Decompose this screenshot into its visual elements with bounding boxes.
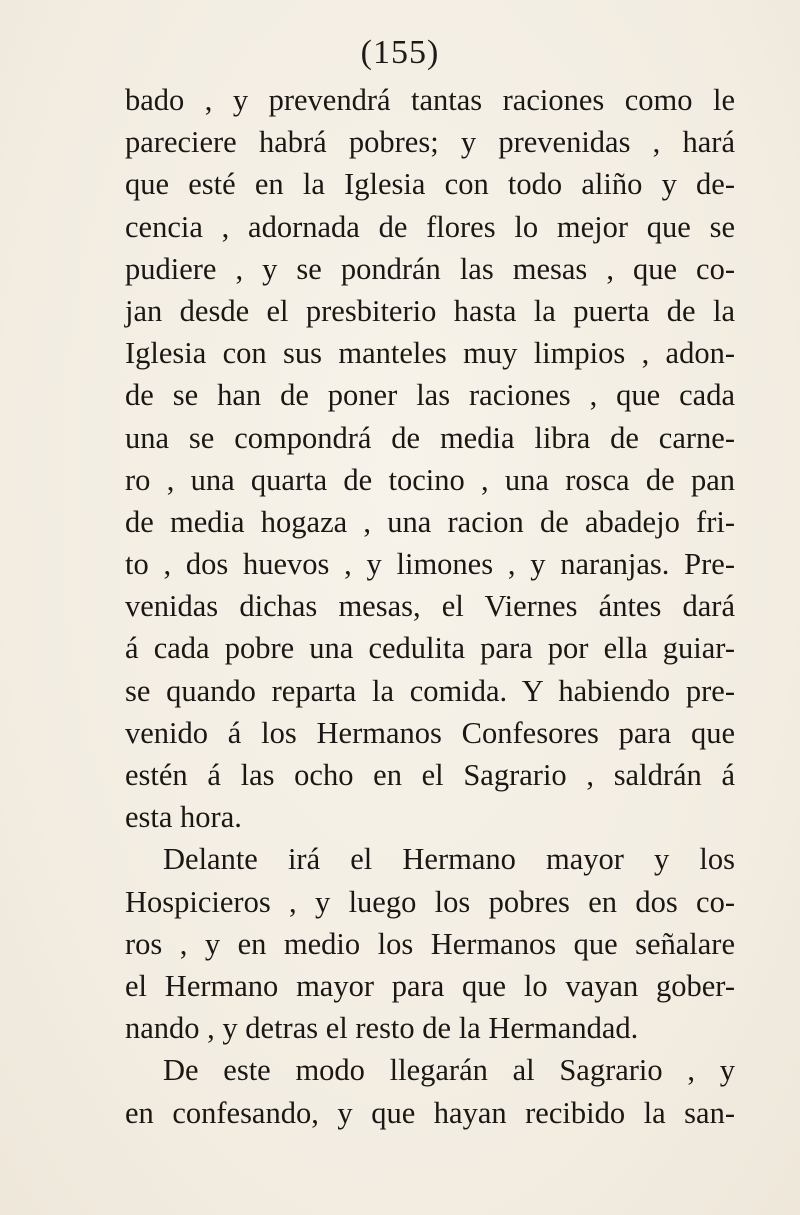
text-line: se quando reparta la comida. Y habiendo pre-	[125, 673, 735, 708]
paragraph-end-line: nando , y detras el resto de la Hermandad.	[125, 1011, 639, 1046]
text-line: pareciere habrá pobres; y prevenidas , hará	[125, 125, 735, 160]
text-line: jan desde el presbiterio hasta la puerta de la	[125, 293, 735, 328]
text-line: el Hermano mayor para que lo vayan gober-	[125, 968, 735, 1003]
text-line: en confesando, y que hayan recibido la san-	[125, 1095, 735, 1130]
text-line: ros , y en medio los Hermanos que señalare	[125, 926, 735, 961]
text-line: de media hogaza , una racion de abadejo fri-	[125, 504, 735, 539]
text-line: venidas dichas mesas, el Viernes ántes dará	[125, 589, 735, 624]
text-line: de se han de poner las raciones , que cada	[125, 378, 735, 413]
text-line: bado , y prevendrá tantas raciones como le	[125, 83, 735, 117]
text-line: to , dos huevos , y limones , y naranjas. Pre-	[125, 547, 735, 582]
paragraph-start-line: De este modo llegarán al Sagrario , y	[163, 1053, 735, 1088]
text-line: ro , una quarta de tocino , una rosca de pan	[125, 462, 735, 497]
text-line: venido á los Hermanos Confesores para que	[125, 715, 735, 750]
page-number: (155)	[360, 34, 440, 71]
paragraph-end-line: esta hora.	[125, 800, 242, 835]
text-line: Hospicieros , y luego los pobres en dos co-	[125, 884, 735, 919]
page-body	[125, 79, 735, 1134]
text-line: estén á las ocho en el Sagrario , saldrán á	[125, 758, 735, 792]
text-line: á cada pobre una cedulita para por ella guiar-	[125, 631, 735, 666]
paragraph-start-line: Delante irá el Hermano mayor y los	[163, 842, 735, 877]
text-line: pudiere , y se pondrán las mesas , que co-	[125, 251, 735, 286]
text-line: una se compondrá de media libra de carne-	[125, 420, 735, 455]
text-line: Iglesia con sus manteles muy limpios , adon-	[125, 336, 735, 371]
text-line: que esté en la Iglesia con todo aliño y de-	[125, 167, 735, 202]
text-line: cencia , adornada de flores lo mejor que se	[125, 209, 735, 244]
